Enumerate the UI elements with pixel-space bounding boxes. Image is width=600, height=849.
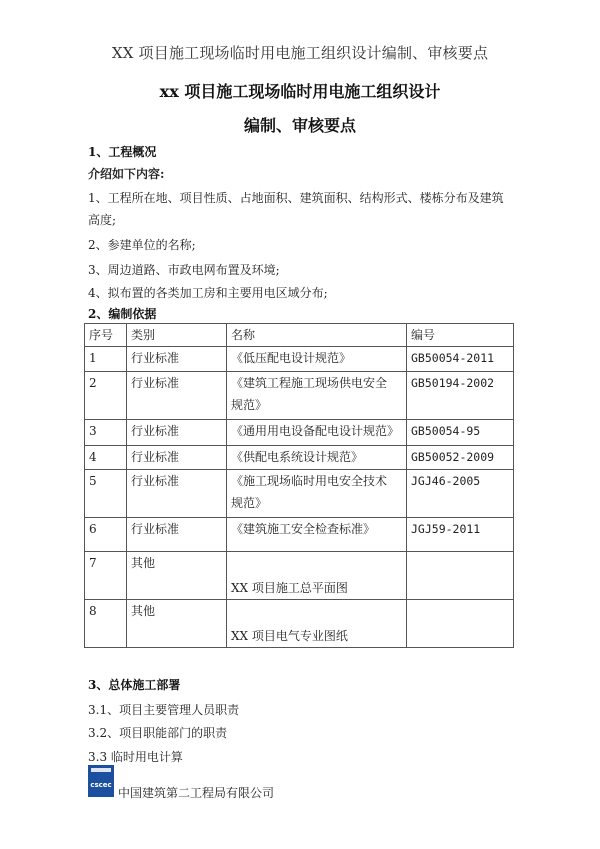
cell-name: 《低压配电设计规范》 (227, 347, 407, 372)
cell-type: 其他 (127, 552, 227, 600)
document-title: xx 项目施工现场临时用电施工组织设计 (159, 82, 441, 101)
section-1-intro: 介绍如下内容: (88, 167, 165, 181)
cell-type: 行业标准 (127, 518, 227, 552)
table-row (85, 372, 514, 420)
table-row (85, 470, 514, 518)
column-header: 名称 (227, 324, 407, 347)
overview-item-1-cont: 高度; (88, 213, 117, 227)
cell-code: JGJ46-2005 (407, 470, 514, 518)
overview-item-3: 3、周边道路、市政电网布置及环境; (88, 263, 280, 277)
cell-no: 8 (85, 600, 127, 648)
table-row (85, 446, 514, 470)
cell-name: XX 项目施工总平面图 (227, 552, 407, 600)
basis-table (84, 323, 514, 648)
column-header: 类别 (127, 324, 227, 347)
cell-code (407, 600, 514, 648)
cell-name: XX 项目电气专业图纸 (227, 600, 407, 648)
cell-name-line: 规范》 (231, 398, 268, 412)
cell-name-line: 《施工现场临时用电安全技术 (231, 474, 388, 488)
cell-name: 《通用用电设备配电设计规范》 (227, 420, 407, 446)
cell-no: 5 (85, 470, 127, 518)
table-row (85, 420, 514, 446)
cell-type: 其他 (127, 600, 227, 648)
deployment-item-2: 3.2、项目职能部门的职责 (88, 726, 228, 740)
cell-name: 《供配电系统设计规范》 (227, 446, 407, 470)
table-row (85, 552, 514, 600)
cell-code: JGJ59-2011 (407, 518, 514, 552)
deployment-item-3: 3.3 临时用电计算 (88, 750, 183, 764)
cell-type: 行业标准 (127, 347, 227, 372)
cell-type: 行业标准 (127, 446, 227, 470)
column-header: 编号 (407, 324, 514, 347)
cell-no: 1 (85, 347, 127, 372)
cell-no: 2 (85, 372, 127, 420)
document-subtitle: 编制、审核要点 (243, 116, 356, 135)
cell-code: GB50054-95 (407, 420, 514, 446)
cell-name (227, 372, 407, 420)
cell-code: GB50054-2011 (407, 347, 514, 372)
section-3-heading: 3、总体施工部署 (88, 678, 181, 692)
table-row (85, 347, 514, 372)
cell-name (227, 470, 407, 518)
deployment-item-1: 3.1、项目主要管理人员职责 (88, 703, 240, 717)
cell-code: GB50194-2002 (407, 372, 514, 420)
column-header: 序号 (85, 324, 127, 347)
overview-item-2: 2、参建单位的名称; (88, 238, 196, 252)
section-1-heading: 1、工程概况 (88, 145, 157, 159)
company-name: 中国建筑第二工程局有限公司 (118, 786, 275, 800)
cell-name-line: 《建筑工程施工现场供电安全 (231, 376, 388, 390)
cell-type: 行业标准 (127, 470, 227, 518)
page-header: XX 项目施工现场临时用电施工组织设计编制、审核要点 (111, 44, 489, 62)
cell-name: 《建筑施工安全检查标准》 (227, 518, 407, 552)
section-2-heading: 2、编制依据 (88, 307, 157, 321)
logo-text: cscec (90, 781, 112, 789)
cell-no: 6 (85, 518, 127, 552)
table-row (85, 600, 514, 648)
overview-item-1: 1、工程所在地、项目性质、占地面积、建筑面积、结构形式、楼栋分布及建筑 (88, 191, 504, 205)
cell-code (407, 552, 514, 600)
cell-no: 3 (85, 420, 127, 446)
cell-type: 行业标准 (127, 420, 227, 446)
cell-code: GB50052-2009 (407, 446, 514, 470)
cell-no: 4 (85, 446, 127, 470)
cell-name-line: 规范》 (231, 496, 268, 510)
company-logo-icon (88, 765, 114, 797)
cell-type: 行业标准 (127, 372, 227, 420)
table-row (85, 518, 514, 552)
overview-item-4: 4、拟布置的各类加工房和主要用电区域分布; (88, 286, 328, 300)
cell-no: 7 (85, 552, 127, 600)
table-header-row (85, 324, 514, 347)
